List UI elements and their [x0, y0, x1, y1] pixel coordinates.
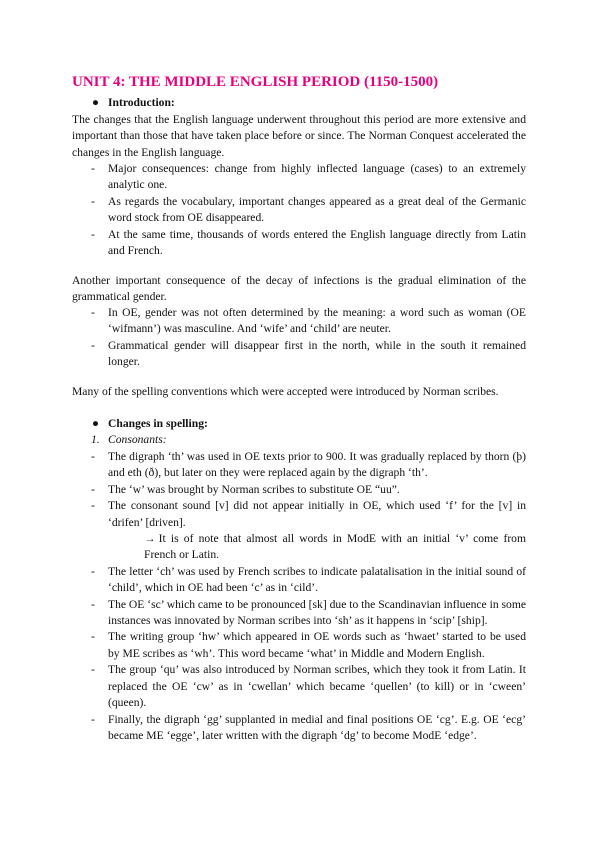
list-item: - The group ‘qu’ was also introduced by Norman scribes, which they took it from Latin. It replaced the OE ‘cw’ as in ‘cwellan’ which became ‘quellen’ (to kill) or in ‘cween’ (queen). — [91, 663, 526, 710]
spelling-list — [72, 449, 526, 744]
gender-list — [72, 305, 526, 371]
list-item: - Major consequences: change from highly inflected language (cases) to an extremely analytic one. — [91, 162, 526, 192]
note-item: → It is of note that almost all words in ModE with an initial ‘v’ come from French or Latin. — [144, 532, 526, 562]
list-item: - The OE ‘sc’ which came to be pronounced [sk] due to the Scandinavian influence in some instances was innovated by Norman scribes into ‘sh’ as it happens in ‘scip’ [ship]. — [91, 597, 526, 628]
list-item: - In OE, gender was not often determined by the meaning: a word such as woman (OE ‘wifmann’) was masculine. And ‘wife’ and ‘child’ are neuter. — [91, 306, 526, 336]
list-item: - As regards the vocabulary, important changes appeared as a great deal of the Germanic word stock from OE disappeared. — [91, 194, 526, 225]
list-item: - Grammatical gender will disappear first in the north, while in the south it remained longer. — [91, 338, 526, 369]
list-item: - The letter ‘ch’ was used by French scribes to indicate palatalisation in the initial sound of ‘child’, which in OE had been ‘c’ as in ‘cild’. — [91, 564, 526, 595]
gender-paragraph: Another important consequence of the decay of infections is the gradual elimination of the grammatical gender. — [72, 274, 526, 304]
list-item: - The digraph ‘th’ was used in OE texts prior to 900. It was gradually replaced by thorn (þ) and eth (ð), but later on they were replaced again by the digraph ‘th’. — [91, 450, 526, 480]
bullet-icon: ● — [92, 417, 100, 430]
introduction-list — [72, 161, 526, 259]
arrow-icon: → — [144, 532, 156, 546]
bullet-icon: ● — [92, 96, 100, 109]
list-item: - At the same time, thousands of words entered the English language directly from Latin and French. — [91, 227, 526, 258]
spelling-intro-paragraph: Many of the spelling conventions which were accepted were introduced by Norman scribes. — [72, 385, 499, 398]
list-item: - The writing group ‘hw’ which appeared in OE words such as ‘hwaet’ started to be used by ME scribes as ‘wh’. This word became ‘what’ in Middle and Modern English. — [91, 630, 526, 660]
page-title: UNIT 4: THE MIDDLE ENGLISH PERIOD (1150-1500) — [72, 74, 439, 90]
list-item: - Finally, the digraph ‘gg’ supplanted in medial and final positions OE ‘cg’. E.g. OE ‘ecg’ became ME ‘egge’, later written with the digraph ‘dg’ to become ModE ‘edge’. — [91, 712, 526, 742]
document-page: UNIT 4: THE MIDDLE ENGLISH PERIOD (1150-1500) ● Introduction: The changes that the English language underwent throughout this period are more extensive and important than those that have taken place before or since. The Norman Conquest accelerated the changes in the English language. - Major consequences: change from highly inflected language (cases) to an extremely analytic one. - As regards the vocabulary, important changes appeared as a great deal of the Germanic word stock from OE disappeared. - At the same time, thousands of words entered the English language directly from Latin and French. Another important consequence of the decay of infections is the gradual elimination of the grammatical gender. - In OE, gender was not often determined by the meaning: a word such as woman (OE ‘wifmann’) was masculine. And ‘wife’ and ‘child’ are neuter. - Grammatical gender will disappear first in the north, while in the south it remained longer. Many of the spelling conventions which were accepted were introduced by Norman scribes. ● Changes in spelling: 1. Consonants: - The digraph ‘th’ was used in OE texts prior to 900. It was gradually replaced by thorn (þ) and eth (ð), but later on they were replaced again by the digraph ‘th’. - The ‘w’ was brought by Norman scribes to substitute OE “uu”. - The consonant sound [v] did not appear initially in OE, which used ‘f’ for the [v] in ‘drifen’ [driven]. → It is of note that almost all words in ModE with an initial ‘v’ come from French or Latin. - The letter ‘ch’ was used by French scribes to indicate palatalisation in the initial sound of ‘child’, which in OE had been ‘c’ as in ‘cild’. - The OE ‘sc’ which came to be pronounced [sk] due to the Scandinavian influence in some instances was innovated by Norman scribes into ‘sh’ as it happens in ‘scip’ [ship]. - The writing group ‘hw’ which appeared in OE words such as ‘hwaet’ started to be used by ME scribes as ‘wh’. This word became ‘what’ in Middle and Modern English. - The group ‘qu’ was also introduced by Norman scribes, which they took it from Latin. It replaced the OE ‘cw’ as in ‘cwellan’ which became ‘quellen’ (to kill) or in ‘cween’ (queen). - Finally, the digraph ‘gg’ supplanted in medial and final positions OE ‘cg’. E.g. OE ‘ecg’ became ME ‘egge’, later written with the digraph ‘dg’ to become ModE ‘edge’. — [0, 0, 600, 848]
list-item: - The ‘w’ was brought by Norman scribes to substitute OE “uu”. — [91, 482, 400, 496]
list-item: - The consonant sound [v] did not appear initially in OE, which used ‘f’ for the [v] in ‘drifen’ [driven]. — [91, 499, 526, 529]
introduction-paragraph: The changes that the English language underwent throughout this period are more extensive and important than those that have taken place before or since. The Norman Conquest accelerated the changes in the English language. — [72, 113, 526, 159]
